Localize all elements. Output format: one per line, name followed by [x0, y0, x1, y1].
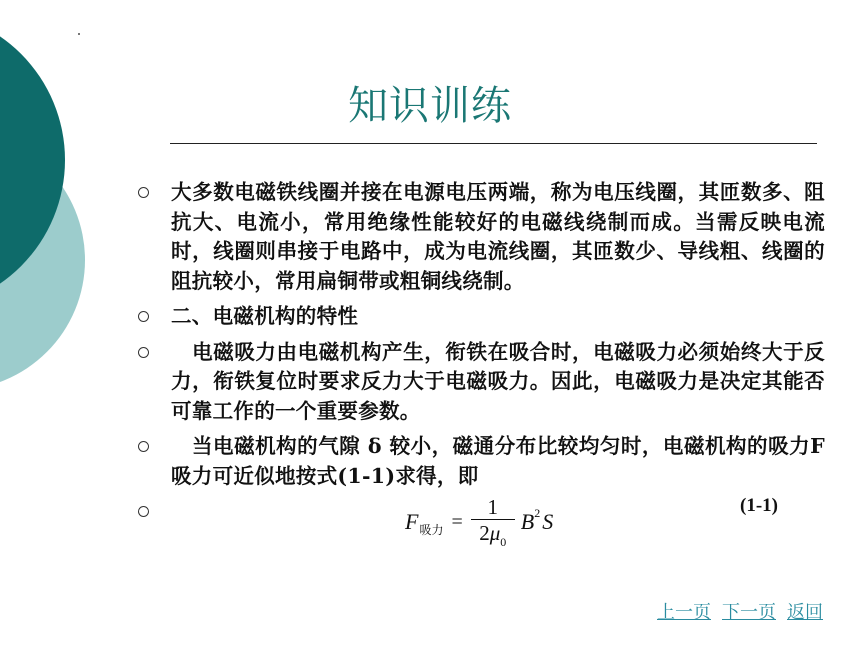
fraction-denominator [479, 520, 506, 549]
formula-fraction [471, 495, 515, 549]
mu-subscript: 0 [500, 535, 507, 549]
bullet-circle-icon [138, 311, 149, 322]
slide-content [135, 178, 825, 563]
formula-equals: = [451, 510, 463, 533]
bullet-text: 电磁吸力由电磁机构产生，衔铁在吸合时，电磁吸力必须始终大于反力，衔铁复位时要求反力大于电磁吸力。因此，电磁吸力是决定其能否可靠工作的一个重要参数。 [171, 339, 825, 423]
bullet-item [135, 432, 825, 491]
decorative-dot [78, 33, 80, 35]
equation-number: (1-1) [740, 495, 778, 516]
force-formula [405, 495, 553, 549]
title-divider [170, 143, 817, 144]
formula-lhs: F [405, 509, 419, 534]
formula-lhs-subscript: 吸力 [419, 522, 444, 537]
bullet-text: 当电磁机构的气隙 δ 较小，磁通分布比较均匀时，电磁机构的吸力F吸力可近似地按式(1-1)求得，即 [171, 434, 825, 488]
slide-navigation [657, 598, 823, 624]
back-link[interactable]: 返回 [787, 602, 823, 623]
formula-item [135, 497, 825, 557]
bullet-text: 大多数电磁铁线圈并接在电源电压两端，称为电压线圈，其匝数多、阻抗大、电流小，常用绝缘性能较好的电磁线绕制而成。当需反映电流时，线圈则串接于电路中，成为电流线圈，其匝数少、导线粗、线圈的阻抗较小，常用扁铜带或粗铜线绕制。 [171, 180, 825, 293]
formula-s: S [542, 509, 554, 534]
slide-title: 知识训练 [348, 83, 512, 129]
next-page-link[interactable]: 下一页 [722, 602, 776, 623]
bullet-circle-icon [138, 441, 149, 452]
bullet-item [135, 178, 825, 296]
formula-b-exponent: 2 [534, 505, 541, 520]
prev-page-link[interactable]: 上一页 [657, 602, 711, 623]
bullet-text: 二、电磁机构的特性 [171, 304, 359, 328]
bullet-item [135, 338, 825, 427]
mu-symbol: μ [489, 521, 501, 545]
formula-b: B [520, 509, 535, 534]
bullet-circle-icon [138, 506, 149, 517]
bullet-circle-icon [138, 187, 149, 198]
denominator-coefficient: 2 [479, 521, 490, 545]
bullet-circle-icon [138, 347, 149, 358]
bullet-item [135, 302, 825, 332]
fraction-numerator: 1 [487, 495, 498, 519]
